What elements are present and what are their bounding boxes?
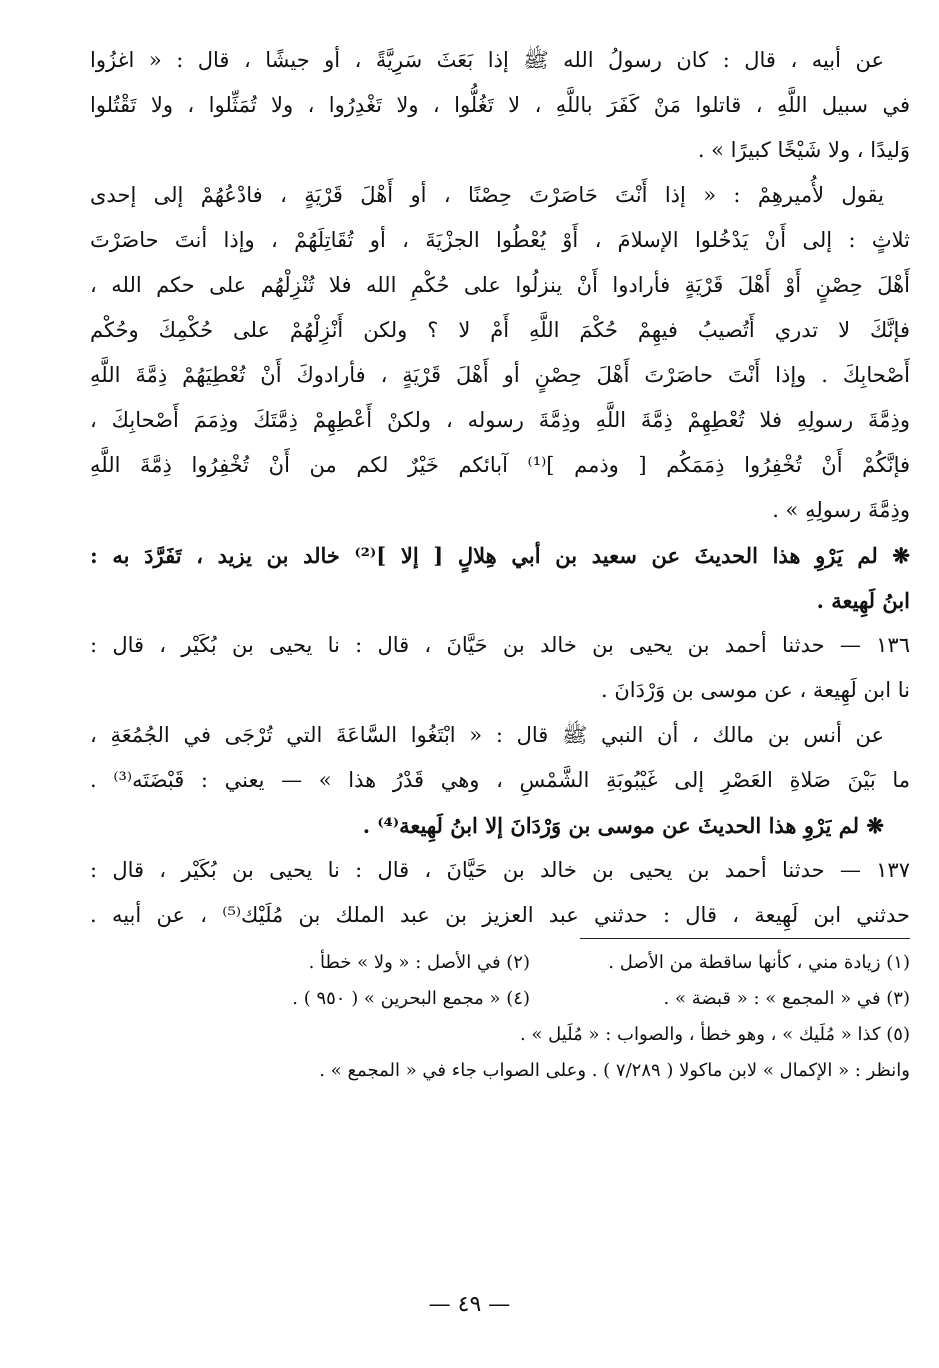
footnotes	[90, 945, 910, 1089]
page-body	[90, 38, 910, 1089]
footnote-5-continued: وانظر : « الإكمال » لابن ماكولا ( ٧/٢٨٩ ) . وعلى الصواب جاء في « المجمع » .	[319, 1060, 910, 1081]
text-line: يقول لأُميرهِمْ : « إذا أَنْتَ حَاصَرْتَ حِصْنًا ، أو أَهْلَ قَرْيَةٍ ، فادْعُهُمْ إلى إحدى	[90, 183, 884, 207]
text-line: فإنَّكَ لا تدري أَتُصيبُ فيهِمْ حُكْمَ اللَّهِ أَمْ لا ؟ ولكن أَنْزِلْهُمْ على حُكْمِكَ وحُكْم	[90, 318, 910, 342]
text-line: ❋ لم يَرْوِ هذا الحديثَ عن سعيد بن أبي هِلالٍ [ إلا ]⁽²⁾ خالد بن يزيد ، تَفَرَّدَ به :	[90, 543, 910, 568]
footnote-divider	[580, 938, 910, 939]
comment-1	[90, 533, 910, 623]
comment-2	[90, 803, 910, 848]
text-line: عن أنس بن مالك ، أن النبي ﷺ قال : « ابْتَغُوا السَّاعَةَ التي تُرْجَى في الجُمُعَةِ ،	[90, 723, 884, 747]
text-line: ما بَيْنَ صَلاةِ العَصْرِ إلى غَيْبُوبَةِ الشَّمْسِ ، وهي قَدْرُ هذا » — يعني : قَبْضَتَه⁽³⁾ .	[90, 768, 910, 792]
hadith-136	[90, 623, 910, 803]
hadith-137	[90, 848, 910, 938]
text-line: حدثني ابن لَهِيعة ، قال : حدثني عبد العزيز بن عبد الملك بن مُلَيْك⁽⁵⁾ ، عن أبيه .	[90, 903, 910, 927]
text-line: ١٣٧ — حدثنا أحمد بن يحيى بن خالد بن حَيَّانَ ، قال : نا يحيى بن بُكَيْر ، قال :	[90, 858, 910, 882]
footnote-3: (٣) في « المجمع » : « قبضة » .	[663, 988, 910, 1009]
footnote-5: (٥) كذا « مُلَيك » ، وهو خطأ ، والصواب : « مُلَيل » .	[519, 1024, 910, 1045]
text-line: ابنُ لَهِيعة .	[816, 588, 910, 613]
text-line: وَليدًا ، ولا شَيْخًا كبيرًا » .	[697, 138, 910, 162]
footnote-4: (٤) « مجمع البحرين » ( ٩٥٠ ) .	[292, 988, 530, 1009]
footnote-row	[90, 981, 910, 1017]
text-line: ❋ لم يَرْوِ هذا الحديثَ عن موسى بن وَرْدَانَ إلا ابنُ لَهِيعة⁽⁴⁾ .	[362, 813, 884, 838]
paragraph-2	[90, 173, 910, 533]
text-line: نا ابن لَهِيعة ، عن موسى بن وَرْدَانَ .	[600, 678, 910, 702]
text-line: أَصْحابِكَ . وإذا أَنْتَ حاصَرْتَ أَهْلَ حِصْنٍ أو أَهْلَ قَرْيَةٍ ، فأرادوكَ أَنْ تُعْطِيَهُمْ ذِمَّةَ اللَّهِ	[90, 363, 910, 387]
text-line: وذِمَّةَ رسولِهِ » .	[772, 498, 910, 522]
text-line: ١٣٦ — حدثنا أحمد بن يحيى بن خالد بن حَيَّانَ ، قال : نا يحيى بن بُكَيْر ، قال :	[90, 633, 910, 657]
footnote-2: (٢) في الأصل : « ولا » خطأ .	[308, 952, 530, 973]
footnote-1: (١) زيادة مني ، كأنها ساقطة من الأصل .	[608, 952, 910, 973]
text-line: فإنَّكُمْ أَنْ تُخْفِرُوا ذِمَمَكُم [ وذمم ]⁽¹⁾ آبائكم خَيْرٌ لكم من أَنْ تُخْفِرُوا ذِمَّةَ اللَّهِ	[90, 453, 910, 477]
text-line: في سبيل اللَّهِ ، قاتلوا مَنْ كَفَرَ باللَّهِ ، لا تَغُلُّوا ، ولا تَغْدِرُوا ، ولا تُمَثِّلوا ، ولا تَقْتُلوا	[90, 93, 910, 117]
text-line: ثلاثٍ : إلى أَنْ يَدْخُلوا الإسلامَ ، أَوْ يُعْطُوا الجزْيَةَ ، أو تُقَاتِلَهُمْ ، وإذا أنتَ حاصَرْتَ	[90, 228, 910, 252]
page-number: — ٤٩ —	[428, 1292, 511, 1317]
text-line: أَهْلَ حِصْنٍ أَوْ أَهْلَ قَرْيَةٍ فأرادوا أَنْ ينزلُوا على حُكْمِ الله فلا تُنْزِلْهُم على حكم الله ،	[90, 273, 910, 297]
text-line: وذِمَّةَ رسولِهِ فلا تُعْطِهِمْ ذِمَّةَ اللَّهِ وذِمَّةَ رسوله ، ولكنْ أَعْطِهِمْ ذِمَّتَكَ وذِمَمَ أَصْحابِكَ ،	[90, 408, 910, 432]
paragraph-1	[90, 38, 910, 173]
text-line: عن أبيه ، قال : كان رسولُ الله ﷺ إذا بَعَثَ سَرِيَّةً ، أو جيشًا ، قال : « اغزُوا	[90, 48, 884, 72]
footnote-row	[90, 945, 910, 981]
